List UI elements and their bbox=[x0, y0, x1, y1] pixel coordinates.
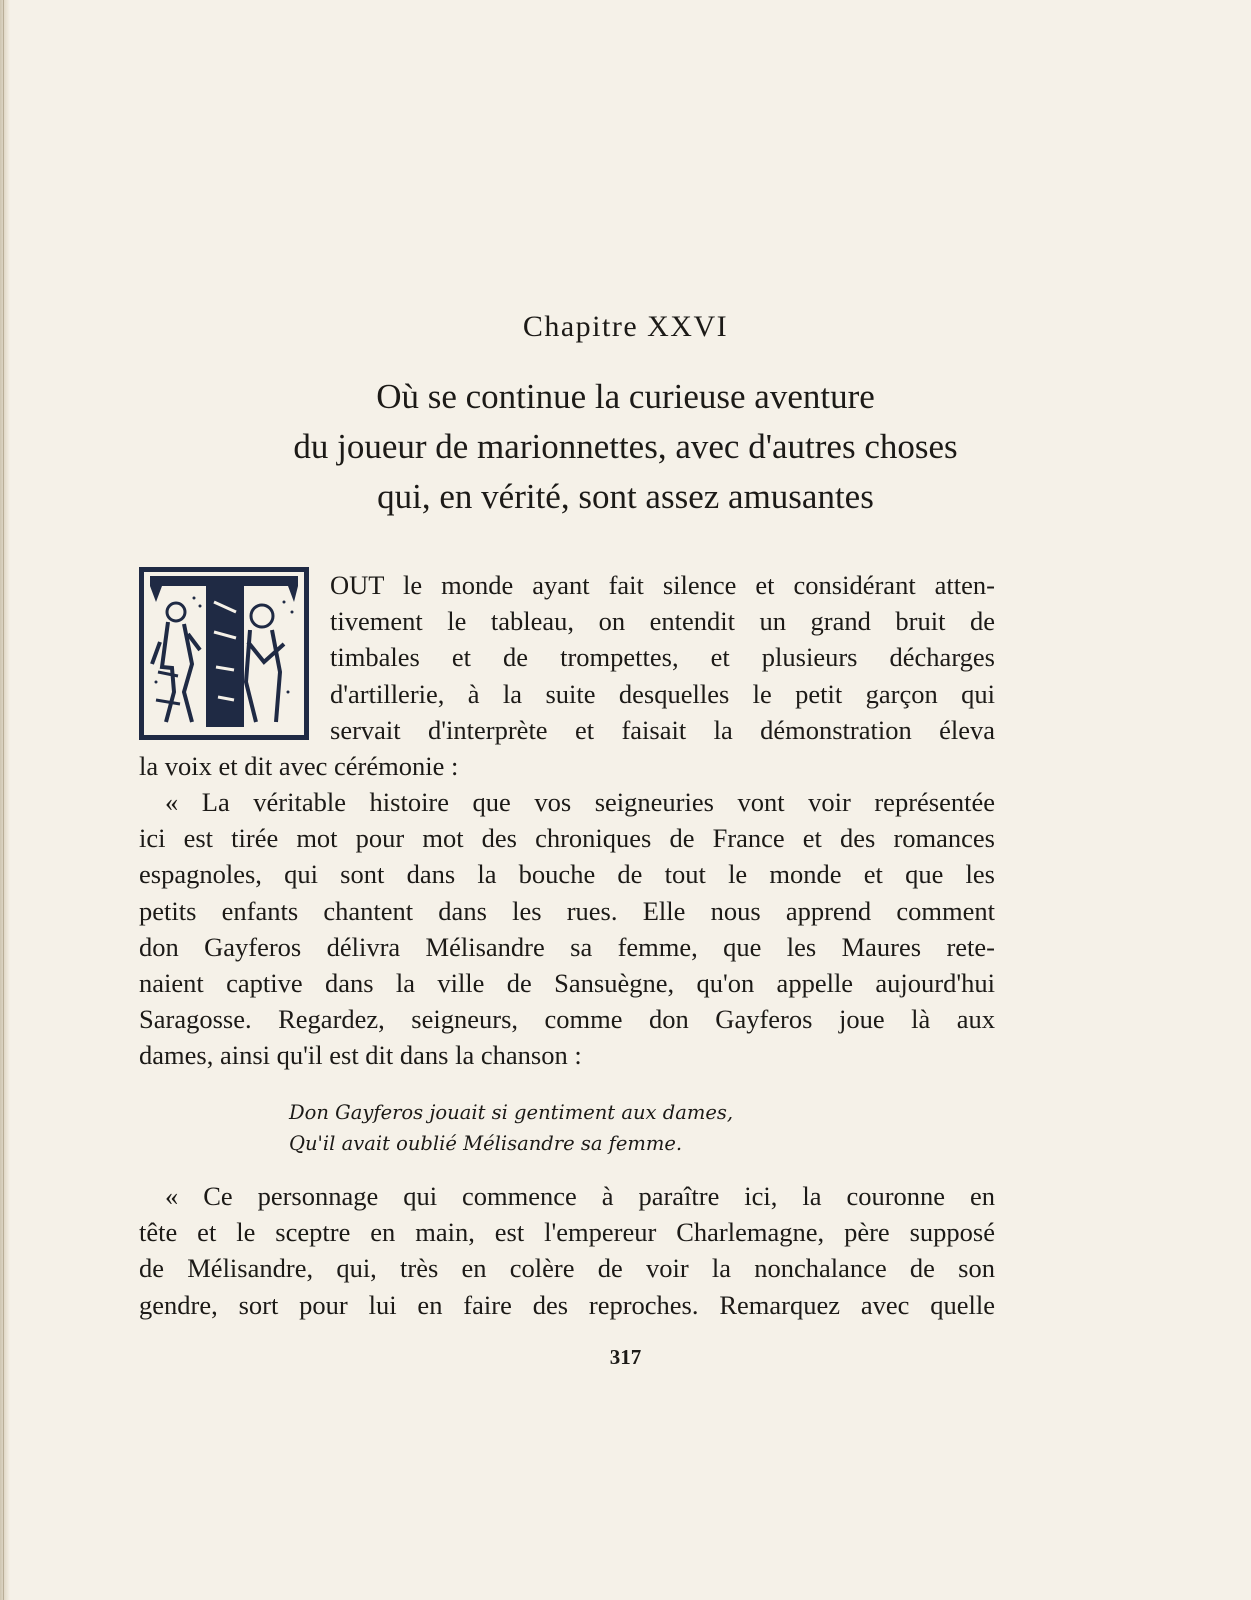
chapter-heading-text: Chapitre XXVI bbox=[522, 310, 729, 343]
opening-line-text: OUT le monde ayant fait silence et considérant atten- bbox=[330, 570, 995, 600]
paragraph-line: petits enfants chantent dans les rues. Elle nous apprend comment bbox=[139, 895, 995, 926]
page-number: 317 bbox=[609, 1345, 642, 1369]
opening-line bbox=[330, 676, 995, 712]
chapter-title bbox=[120, 372, 1131, 522]
opening-continuation-line: la voix et dit avec cérémonie : bbox=[139, 751, 459, 781]
chapter-heading bbox=[0, 310, 1251, 344]
opening-line-text: d'artillerie, à la suite desquelles le petit garçon qui bbox=[330, 678, 995, 709]
opening-paragraph-indented bbox=[330, 567, 995, 748]
paragraph-line: « Ce personnage qui commence à paraître ici, la couronne en bbox=[165, 1181, 995, 1211]
illustrated-drop-cap bbox=[139, 567, 309, 740]
paragraph-line: espagnoles, qui sont dans la bouche de tout le monde et que les bbox=[139, 859, 995, 890]
opening-line bbox=[330, 639, 995, 675]
opening-line-text: servait d'interprète et faisait la démonstration éleva bbox=[330, 714, 995, 745]
verse-quotation bbox=[289, 1097, 733, 1159]
paragraph-line: de Mélisandre, qui, très en colère de voir la nonchalance de son bbox=[139, 1253, 995, 1284]
paragraph-line: ici est tirée mot pour mot des chroniques de France et des romances bbox=[139, 823, 995, 854]
opening-line bbox=[330, 712, 995, 748]
opening-line bbox=[330, 567, 995, 603]
chapter-title-line: qui, en vérité, sont assez amusantes bbox=[377, 477, 874, 516]
opening-line-text: timbales et de trompettes, et plusieurs décharges bbox=[330, 642, 995, 673]
paragraph-line: dames, ainsi qu'il est dit dans la chanson : bbox=[139, 1040, 582, 1071]
paragraph-3 bbox=[139, 1178, 995, 1323]
drop-cap-woodcut-illustration bbox=[144, 572, 304, 735]
paragraph-2 bbox=[139, 784, 995, 1074]
verse-line: Don Gayferos jouait si gentiment aux dames, bbox=[289, 1101, 734, 1124]
paragraph-line: gendre, sort pour lui en faire des reproches. Remarquez avec quelle bbox=[139, 1289, 995, 1320]
paragraph-line: tête et le sceptre en main, est l'empereur Charlemagne, père supposé bbox=[139, 1217, 995, 1248]
paragraph-line: « La véritable histoire que vos seigneuries vont voir représentée bbox=[165, 787, 995, 817]
paragraph-line: don Gayferos délivra Mélisandre sa femme, que les Maures rete- bbox=[139, 931, 995, 962]
opening-paragraph-continuation bbox=[139, 748, 995, 784]
paragraph-line: naient captive dans la ville de Sansuègne, qu'on appelle aujourd'hui bbox=[139, 968, 995, 999]
opening-line bbox=[330, 603, 995, 639]
paragraph-line: Saragosse. Regardez, seigneurs, comme don Gayferos joue là aux bbox=[139, 1004, 995, 1035]
chapter-title-line: du joueur de marionnettes, avec d'autres choses bbox=[293, 427, 958, 466]
chapter-title-line: Où se continue la curieuse aventure bbox=[376, 377, 875, 416]
opening-line-text: tivement le tableau, on entendit un grand bruit de bbox=[330, 606, 995, 637]
verse-line: Qu'il avait oublié Mélisandre sa femme. bbox=[289, 1132, 683, 1155]
